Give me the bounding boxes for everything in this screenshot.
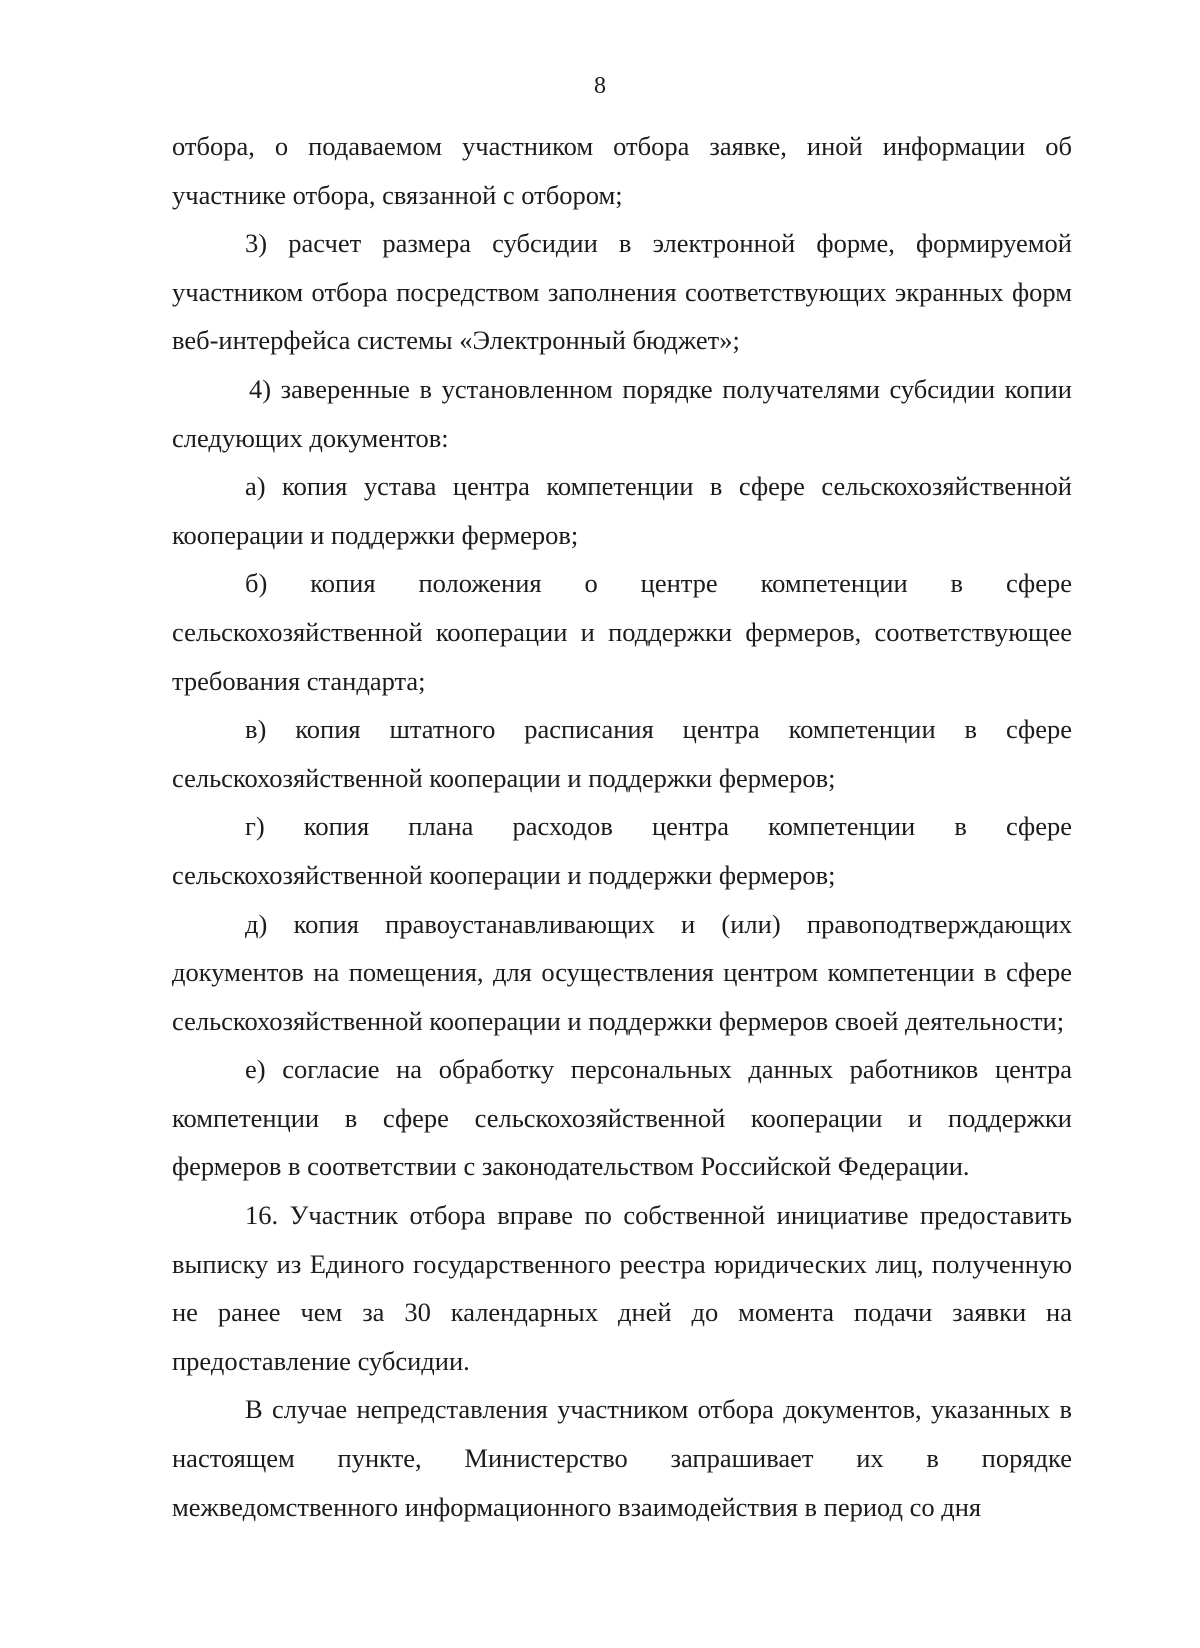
paragraph-item-3: 3) расчет размера субсидии в электронной форме, формируемой участником отбора посредством заполнения соответствующих экранных форм веб-интерфейса системы «Электронный бюджет»; [172,228,1072,356]
paragraph-clause-16: 16. Участник отбора вправе по собственной инициативе предоставить выписку из Единого государственного реестра юридических лиц, полученную не ранее чем за 30 календарных дней до момента подачи заявки на предоставление субсидии. [172,1200,1072,1376]
paragraph-subitem-g: г) копия плана расходов центра компетенции в сфере сельскохозяйственной кооперации и поддержки фермеров; [172,811,1072,890]
paragraph-subitem-b: б) копия положения о центре компетенции в сфере сельскохозяйственной кооперации и поддержки фермеров, соответствующее требования стандарта; [172,568,1072,696]
paragraph-subitem-d: д) копия правоустанавливающих и (или) правоподтверждающих документов на помещения, для осуществления центром компетенции в сфере сельскохозяйственной кооперации и поддержки фермеров своей деятельности; [172,908,1072,1036]
paragraph-subitem-a: а) копия устава центра компетенции в сфере сельскохозяйственной кооперации и поддержки фермеров; [172,471,1072,550]
paragraph-subitem-e: е) согласие на обработку персональных данных работников центра компетенции в сфере сельскохозяйственной кооперации и поддержки фермеров в соответствии с законодательством Российской Федерации. [172,1054,1072,1182]
paragraph-non-submission: В случае непредставления участником отбора документов, указанных в настоящем пункте, Министерство запрашивает их в порядке межведомственного информационного взаимодействия в период со дня [172,1394,1072,1522]
paragraph-continuation: отбора, о подаваемом участником отбора заявке, иной информации об участнике отбора, связанной с отбором; [172,131,1072,210]
paragraph-item-4: 4) заверенные в установленном порядке получателями субсидии копии следующих документов: [172,373,1072,453]
page-number: 8 [594,73,606,99]
body-text [172,122,1072,1531]
paragraph-subitem-v: в) копия штатного расписания центра компетенции в сфере сельскохозяйственной кооперации и поддержки фермеров; [172,714,1072,793]
